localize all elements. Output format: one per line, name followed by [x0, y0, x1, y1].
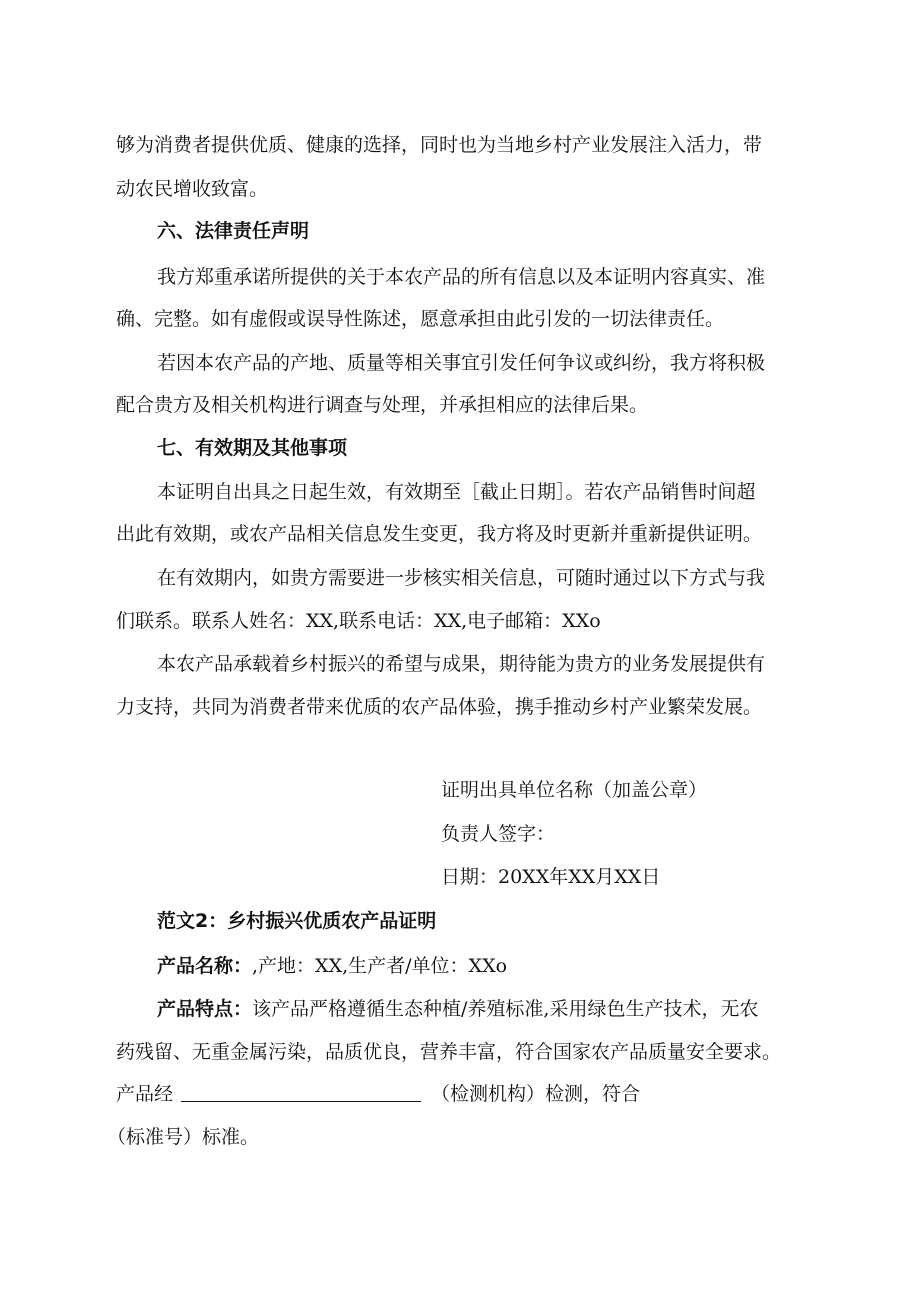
signatory-line: 负责人签字： [441, 823, 556, 845]
product-name-line [157, 951, 507, 978]
product-feature-label: 产品特点： [157, 998, 253, 1020]
section-heading-validity: 七、有效期及其他事项 [157, 437, 348, 459]
paragraph-line: 动农民增收致富。 [116, 178, 269, 200]
paragraph-line: 本农产品承载着乡村振兴的希望与成果，期待能为贵方的业务发展提供有 [157, 653, 766, 675]
test-line [116, 1079, 640, 1106]
paragraph-line: 若因本农产品的产地、质量等相关事宜引发任何争议或纠纷，我方将积极 [157, 352, 766, 374]
paragraph-line: 们联系。联系人姓名：XX,联系电话：XX,电子邮箱：XXo [116, 610, 601, 632]
paragraph-line: 我方郑重承诺所提供的关于本农产品的所有信息以及本证明内容真实、准 [157, 266, 766, 288]
test-prefix: 产品经 [116, 1083, 174, 1105]
product-feature-line [157, 994, 758, 1021]
paragraph-line: 力支持，共同为消费者带来优质的农产品体验，携手推动乡村产业繁荣发展。 [116, 696, 763, 718]
paragraph-line: 本证明自出具之日起生效，有效期至［截止日期］。若农产品销售时间超 [157, 481, 756, 503]
fill-in-blank [181, 1083, 421, 1102]
standard-line: （标准号）标准。 [107, 1126, 260, 1148]
product-name-value: ,产地：XX,生产者/单位：XXo [252, 955, 508, 977]
test-suffix: （检测机构）检测，符合 [431, 1083, 641, 1105]
date-line: 日期：20XX年XX月XX日 [441, 866, 661, 888]
paragraph-line: 药残留、无重金属污染，品质优良，营养丰富，符合国家农产品质量安全要求。 [116, 1041, 782, 1063]
product-name-label: 产品名称： [157, 955, 253, 977]
section-heading-legal: 六、法律责任声明 [157, 220, 310, 242]
paragraph-line: 够为消费者提供优质、健康的选择，同时也为当地乡村产业发展注入活力，带 [116, 134, 763, 156]
paragraph-line: 配合贵方及相关机构进行调查与处理，并承担相应的法律后果。 [116, 394, 649, 416]
paragraph-line: 确、完整。如有虚假或误导性陈述，愿意承担由此引发的一切法律责任。 [116, 308, 725, 330]
product-feature-text: 该产品严格遵循生态种植/养殖标准,采用绿色生产技术，无农 [252, 998, 759, 1020]
paragraph-line: 出此有效期，或农产品相关信息发生变更，我方将及时更新并重新提供证明。 [116, 523, 763, 545]
issuing-unit-line: 证明出具单位名称（加盖公章） [441, 779, 708, 801]
sample-title: 范文2：乡村振兴优质农产品证明 [157, 910, 437, 932]
paragraph-line: 在有效期内，如贵方需要进一步核实相关信息，可随时通过以下方式与我 [157, 567, 766, 589]
